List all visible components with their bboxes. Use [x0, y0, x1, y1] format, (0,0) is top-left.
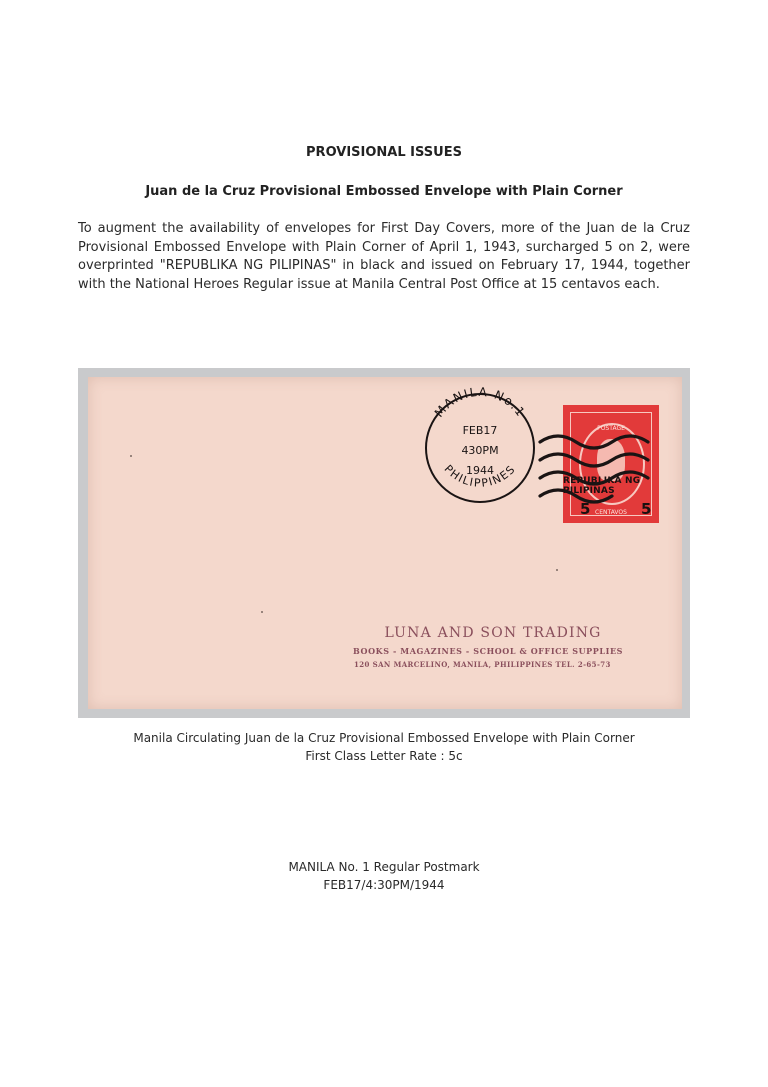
page-subheading: Juan de la Cruz Provisional Embossed Envelope with Plain Corner — [145, 184, 623, 199]
intro-paragraph: To augment the availability of envelopes for First Day Covers, more of the Juan de la Cruz Provisional Embossed Envelope with Plain Corner of April 1, 1943, surcharged 5 on 2, were overprinted "REPUBLIKA NG PILIPINAS" in black and issued on February 17, 1944, together with the National Heroes Regular issue at Manila Central Post Office at 15 centavos each. — [78, 221, 690, 292]
postmark-top-arc: MANILA No.1 — [431, 384, 529, 420]
overprint-text: REPUBLIKA NG PILIPINAS — [563, 476, 641, 496]
stamp-centavos-label: CENTAVOS — [595, 509, 627, 516]
paper-speck — [261, 611, 263, 613]
corner-cachet — [340, 625, 670, 669]
stamp-postage-label: POSTAGE — [597, 425, 625, 432]
postmark — [420, 384, 670, 509]
rate-caption: First Class Letter Rate : 5c — [305, 749, 463, 763]
postmark-date: FEB17 — [462, 424, 498, 437]
page-heading: PROVISIONAL ISSUES — [306, 145, 462, 160]
postmark-date-caption: FEB17/4:30PM/1944 — [323, 878, 445, 892]
cachet-goods: BOOKS - MAGAZINES - SCHOOL & OFFICE SUPPLIES — [353, 646, 624, 656]
postmark-caption: MANILA No. 1 Regular Postmark — [288, 860, 480, 874]
surcharge-left: 5 — [580, 500, 591, 518]
cover-caption: Manila Circulating Juan de la Cruz Provisional Embossed Envelope with Plain Corner — [133, 731, 635, 745]
postmark-year: 1944 — [466, 464, 494, 477]
paper-speck — [130, 455, 132, 457]
killer-bars — [540, 436, 648, 502]
postmark-time: 430PM — [461, 444, 499, 457]
cachet-address: 120 SAN MARCELINO, MANILA, PHILIPPINES TEL. 2-65-73 — [354, 660, 611, 669]
cachet-company: LUNA AND SON TRADING — [384, 625, 602, 641]
postmark-bottom-arc: PHILIPPINES — [441, 462, 519, 490]
surcharge-right: 5 — [641, 500, 652, 518]
paper-speck — [556, 569, 558, 571]
